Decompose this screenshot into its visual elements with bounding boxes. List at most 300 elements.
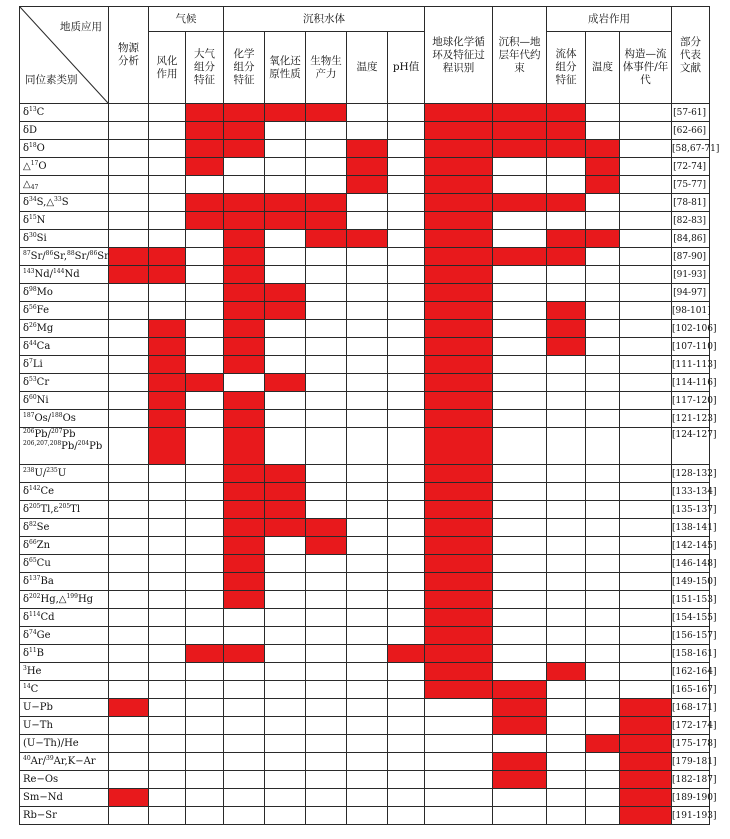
application-mark-filled bbox=[425, 663, 493, 681]
application-mark-empty bbox=[586, 428, 620, 465]
isotope-label: $\triangle_{47}$ bbox=[20, 176, 109, 194]
application-mark-filled bbox=[224, 392, 265, 410]
isotope-label: $^{40}$Ar/$^{39}$Ar,K−Ar bbox=[20, 753, 109, 771]
application-mark-empty bbox=[586, 771, 620, 789]
application-mark-empty bbox=[586, 483, 620, 501]
application-mark-empty bbox=[306, 789, 347, 807]
application-mark-empty bbox=[306, 338, 347, 356]
table-row bbox=[20, 591, 710, 609]
application-mark-filled bbox=[306, 537, 347, 555]
table-row bbox=[20, 789, 710, 807]
application-mark-empty bbox=[265, 609, 306, 627]
header-ph: pH值 bbox=[388, 32, 425, 104]
table-row bbox=[20, 392, 710, 410]
table-row bbox=[20, 320, 710, 338]
application-mark-empty bbox=[149, 465, 186, 483]
application-mark-empty bbox=[347, 789, 388, 807]
application-mark-empty bbox=[265, 699, 306, 717]
application-mark-empty bbox=[306, 771, 347, 789]
application-mark-empty bbox=[149, 158, 186, 176]
application-mark-filled bbox=[425, 284, 493, 302]
application-mark-empty bbox=[265, 356, 306, 374]
application-mark-empty bbox=[388, 248, 425, 266]
application-mark-empty bbox=[347, 104, 388, 122]
application-mark-empty bbox=[224, 753, 265, 771]
application-mark-empty bbox=[149, 663, 186, 681]
application-mark-empty bbox=[306, 573, 347, 591]
application-mark-empty bbox=[620, 122, 672, 140]
table-row bbox=[20, 428, 710, 465]
application-mark-empty bbox=[547, 789, 586, 807]
reference-cell: [57-61] bbox=[672, 104, 710, 122]
application-mark-empty bbox=[224, 789, 265, 807]
application-mark-empty bbox=[109, 428, 149, 465]
application-mark-empty bbox=[388, 753, 425, 771]
application-mark-empty bbox=[425, 717, 493, 735]
reference-cell: [78-81] bbox=[672, 194, 710, 212]
application-mark-filled bbox=[224, 519, 265, 537]
application-mark-empty bbox=[620, 483, 672, 501]
reference-cell: [91-93] bbox=[672, 266, 710, 284]
application-mark-empty bbox=[306, 699, 347, 717]
reference-cell: [154-155] bbox=[672, 609, 710, 627]
application-mark-empty bbox=[620, 501, 672, 519]
application-mark-filled bbox=[620, 753, 672, 771]
application-mark-filled bbox=[586, 140, 620, 158]
application-mark-filled bbox=[186, 194, 224, 212]
application-mark-filled bbox=[425, 356, 493, 374]
application-mark-filled bbox=[425, 537, 493, 555]
application-mark-empty bbox=[547, 428, 586, 465]
reference-cell: [165-167] bbox=[672, 681, 710, 699]
application-mark-filled bbox=[547, 230, 586, 248]
application-mark-empty bbox=[586, 338, 620, 356]
application-mark-empty bbox=[306, 284, 347, 302]
application-mark-empty bbox=[306, 483, 347, 501]
application-mark-empty bbox=[265, 266, 306, 284]
application-mark-filled bbox=[224, 555, 265, 573]
reference-cell: [114-116] bbox=[672, 374, 710, 392]
application-mark-filled bbox=[347, 158, 388, 176]
reference-cell: [182-187] bbox=[672, 771, 710, 789]
application-mark-empty bbox=[388, 302, 425, 320]
application-mark-empty bbox=[347, 681, 388, 699]
application-mark-filled bbox=[224, 537, 265, 555]
application-mark-empty bbox=[224, 176, 265, 194]
application-mark-filled bbox=[425, 392, 493, 410]
application-mark-empty bbox=[388, 663, 425, 681]
application-mark-empty bbox=[109, 807, 149, 825]
application-mark-empty bbox=[620, 537, 672, 555]
application-mark-empty bbox=[388, 230, 425, 248]
isotope-label: $\delta^{15}N$ bbox=[20, 212, 109, 230]
table-row bbox=[20, 681, 710, 699]
application-mark-filled bbox=[224, 465, 265, 483]
application-mark-empty bbox=[493, 266, 547, 284]
application-mark-empty bbox=[586, 374, 620, 392]
application-mark-empty bbox=[493, 789, 547, 807]
application-mark-empty bbox=[547, 356, 586, 374]
header-diagenesis: 成岩作用 bbox=[547, 7, 672, 32]
reference-cell: [121-123] bbox=[672, 410, 710, 428]
application-mark-empty bbox=[149, 789, 186, 807]
application-mark-empty bbox=[265, 392, 306, 410]
application-mark-empty bbox=[425, 807, 493, 825]
application-mark-empty bbox=[347, 717, 388, 735]
application-mark-empty bbox=[586, 266, 620, 284]
application-mark-empty bbox=[388, 158, 425, 176]
application-mark-empty bbox=[388, 212, 425, 230]
application-mark-empty bbox=[547, 392, 586, 410]
application-mark-empty bbox=[109, 104, 149, 122]
application-mark-empty bbox=[493, 320, 547, 338]
application-mark-empty bbox=[586, 302, 620, 320]
header-weathering: 风化作用 bbox=[149, 32, 186, 104]
application-mark-empty bbox=[493, 501, 547, 519]
application-mark-filled bbox=[493, 140, 547, 158]
application-mark-empty bbox=[347, 410, 388, 428]
application-mark-empty bbox=[109, 212, 149, 230]
application-mark-empty bbox=[547, 699, 586, 717]
application-mark-filled bbox=[224, 338, 265, 356]
application-mark-empty bbox=[347, 320, 388, 338]
isotope-label: $^{206}$Pb/$^{207}$Pb $^{206,207,208}$Pb/$^{204}$Pb bbox=[20, 428, 109, 465]
isotope-label: δD bbox=[20, 122, 109, 140]
application-mark-empty bbox=[149, 717, 186, 735]
application-mark-empty bbox=[388, 519, 425, 537]
table-row bbox=[20, 158, 710, 176]
application-mark-empty bbox=[620, 230, 672, 248]
application-mark-empty bbox=[186, 555, 224, 573]
isotope-label: $\delta^7Li$ bbox=[20, 356, 109, 374]
application-mark-filled bbox=[425, 681, 493, 699]
header-tectonic-fluid: 构造—流体事件/年代 bbox=[620, 32, 672, 104]
application-mark-filled bbox=[425, 555, 493, 573]
application-mark-empty bbox=[547, 465, 586, 483]
application-mark-empty bbox=[388, 338, 425, 356]
isotope-label: $\delta^{34}S,\triangle^{33}S$ bbox=[20, 194, 109, 212]
table-row bbox=[20, 501, 710, 519]
isotope-label: $^3$He bbox=[20, 663, 109, 681]
application-mark-filled bbox=[493, 771, 547, 789]
application-mark-empty bbox=[388, 320, 425, 338]
application-mark-empty bbox=[265, 248, 306, 266]
application-mark-empty bbox=[109, 194, 149, 212]
application-mark-empty bbox=[547, 212, 586, 230]
application-mark-empty bbox=[265, 320, 306, 338]
application-mark-filled bbox=[224, 573, 265, 591]
header-geochem-cycle: 地球化学循环及特征过程识别 bbox=[425, 7, 493, 104]
application-mark-filled bbox=[186, 374, 224, 392]
application-mark-empty bbox=[547, 717, 586, 735]
application-mark-filled bbox=[109, 266, 149, 284]
application-mark-empty bbox=[186, 410, 224, 428]
application-mark-empty bbox=[347, 356, 388, 374]
application-mark-empty bbox=[586, 753, 620, 771]
reference-cell: [117-120] bbox=[672, 392, 710, 410]
application-mark-empty bbox=[109, 717, 149, 735]
application-mark-filled bbox=[149, 338, 186, 356]
application-mark-empty bbox=[109, 356, 149, 374]
reference-cell: [75-77] bbox=[672, 176, 710, 194]
application-mark-filled bbox=[425, 302, 493, 320]
application-mark-empty bbox=[306, 158, 347, 176]
application-mark-empty bbox=[149, 176, 186, 194]
table-row bbox=[20, 663, 710, 681]
application-mark-empty bbox=[149, 609, 186, 627]
table-row bbox=[20, 753, 710, 771]
application-mark-empty bbox=[109, 609, 149, 627]
application-mark-empty bbox=[493, 663, 547, 681]
reference-cell: [158-161] bbox=[672, 645, 710, 663]
application-mark-empty bbox=[109, 663, 149, 681]
table-row bbox=[20, 356, 710, 374]
application-mark-empty bbox=[347, 392, 388, 410]
reference-cell: [138-141] bbox=[672, 519, 710, 537]
application-mark-empty bbox=[186, 501, 224, 519]
application-mark-filled bbox=[620, 735, 672, 753]
application-mark-filled bbox=[547, 320, 586, 338]
application-mark-empty bbox=[149, 807, 186, 825]
application-mark-filled bbox=[425, 230, 493, 248]
application-mark-empty bbox=[547, 753, 586, 771]
application-mark-empty bbox=[493, 573, 547, 591]
application-mark-filled bbox=[186, 212, 224, 230]
application-mark-empty bbox=[347, 537, 388, 555]
application-mark-empty bbox=[306, 681, 347, 699]
application-mark-empty bbox=[224, 681, 265, 699]
application-mark-empty bbox=[186, 681, 224, 699]
isotope-label: $\delta^{11}B$ bbox=[20, 645, 109, 663]
application-mark-empty bbox=[388, 627, 425, 645]
application-mark-empty bbox=[347, 483, 388, 501]
application-mark-empty bbox=[186, 392, 224, 410]
application-mark-empty bbox=[388, 537, 425, 555]
application-mark-empty bbox=[388, 699, 425, 717]
application-mark-empty bbox=[347, 753, 388, 771]
application-mark-empty bbox=[109, 392, 149, 410]
application-mark-empty bbox=[347, 501, 388, 519]
application-mark-filled bbox=[224, 104, 265, 122]
application-mark-empty bbox=[620, 140, 672, 158]
application-mark-empty bbox=[425, 735, 493, 753]
application-mark-filled bbox=[425, 410, 493, 428]
application-mark-empty bbox=[186, 609, 224, 627]
application-mark-filled bbox=[493, 122, 547, 140]
application-mark-empty bbox=[493, 645, 547, 663]
application-mark-empty bbox=[586, 681, 620, 699]
application-mark-empty bbox=[109, 410, 149, 428]
application-mark-empty bbox=[620, 591, 672, 609]
application-mark-empty bbox=[149, 735, 186, 753]
application-mark-empty bbox=[109, 555, 149, 573]
header-atmosphere: 大气组分特征 bbox=[186, 32, 224, 104]
application-mark-empty bbox=[109, 573, 149, 591]
application-mark-filled bbox=[224, 212, 265, 230]
application-mark-filled bbox=[586, 176, 620, 194]
reference-cell: [189-190] bbox=[672, 789, 710, 807]
application-mark-empty bbox=[109, 158, 149, 176]
application-mark-empty bbox=[388, 573, 425, 591]
isotope-label: $\delta^{18}O$ bbox=[20, 140, 109, 158]
isotope-label: $\delta^{202}Hg,\triangle^{199}Hg$ bbox=[20, 591, 109, 609]
application-mark-filled bbox=[149, 248, 186, 266]
application-mark-empty bbox=[388, 392, 425, 410]
application-mark-empty bbox=[109, 501, 149, 519]
application-mark-empty bbox=[265, 230, 306, 248]
application-mark-empty bbox=[306, 392, 347, 410]
table-row bbox=[20, 483, 710, 501]
application-mark-empty bbox=[493, 555, 547, 573]
application-mark-empty bbox=[388, 591, 425, 609]
application-mark-empty bbox=[149, 645, 186, 663]
application-mark-empty bbox=[347, 645, 388, 663]
isotope-label: $\delta^{98}Mo$ bbox=[20, 284, 109, 302]
application-mark-empty bbox=[620, 284, 672, 302]
application-mark-empty bbox=[620, 465, 672, 483]
application-mark-filled bbox=[265, 302, 306, 320]
application-mark-filled bbox=[425, 212, 493, 230]
application-mark-filled bbox=[620, 717, 672, 735]
application-mark-empty bbox=[224, 699, 265, 717]
application-mark-empty bbox=[149, 302, 186, 320]
application-mark-empty bbox=[425, 753, 493, 771]
application-mark-empty bbox=[547, 609, 586, 627]
application-mark-empty bbox=[620, 410, 672, 428]
application-mark-filled bbox=[265, 212, 306, 230]
application-mark-empty bbox=[265, 717, 306, 735]
application-mark-empty bbox=[224, 663, 265, 681]
reference-cell: [156-157] bbox=[672, 627, 710, 645]
application-mark-empty bbox=[586, 248, 620, 266]
application-mark-empty bbox=[186, 483, 224, 501]
application-mark-filled bbox=[347, 176, 388, 194]
application-mark-empty bbox=[347, 465, 388, 483]
application-mark-empty bbox=[306, 320, 347, 338]
application-mark-empty bbox=[547, 681, 586, 699]
application-mark-empty bbox=[149, 501, 186, 519]
application-mark-filled bbox=[265, 465, 306, 483]
application-mark-empty bbox=[586, 284, 620, 302]
application-mark-empty bbox=[493, 158, 547, 176]
application-mark-empty bbox=[388, 410, 425, 428]
application-mark-filled bbox=[224, 356, 265, 374]
application-mark-empty bbox=[186, 248, 224, 266]
application-mark-empty bbox=[586, 356, 620, 374]
application-mark-empty bbox=[109, 771, 149, 789]
application-mark-empty bbox=[547, 483, 586, 501]
application-mark-empty bbox=[388, 104, 425, 122]
application-mark-empty bbox=[265, 176, 306, 194]
application-mark-filled bbox=[425, 465, 493, 483]
application-mark-empty bbox=[586, 392, 620, 410]
application-mark-empty bbox=[306, 717, 347, 735]
application-mark-empty bbox=[388, 374, 425, 392]
application-mark-empty bbox=[186, 699, 224, 717]
application-mark-empty bbox=[109, 591, 149, 609]
application-mark-empty bbox=[265, 122, 306, 140]
application-mark-empty bbox=[224, 717, 265, 735]
application-mark-empty bbox=[547, 555, 586, 573]
table-row bbox=[20, 302, 710, 320]
application-mark-empty bbox=[388, 356, 425, 374]
application-mark-filled bbox=[224, 645, 265, 663]
application-mark-empty bbox=[149, 194, 186, 212]
application-mark-empty bbox=[493, 609, 547, 627]
application-mark-filled bbox=[620, 789, 672, 807]
application-mark-filled bbox=[620, 807, 672, 825]
application-mark-empty bbox=[186, 717, 224, 735]
header-chem-comp: 化学组分特征 bbox=[224, 32, 265, 104]
application-mark-filled bbox=[224, 428, 265, 465]
application-mark-filled bbox=[224, 410, 265, 428]
application-mark-empty bbox=[493, 519, 547, 537]
application-mark-empty bbox=[347, 519, 388, 537]
application-mark-empty bbox=[493, 338, 547, 356]
application-mark-filled bbox=[265, 519, 306, 537]
application-mark-empty bbox=[586, 501, 620, 519]
header-water-temperature: 温度 bbox=[347, 32, 388, 104]
application-mark-empty bbox=[388, 717, 425, 735]
application-mark-empty bbox=[347, 609, 388, 627]
application-mark-empty bbox=[186, 663, 224, 681]
application-mark-filled bbox=[493, 681, 547, 699]
application-mark-empty bbox=[547, 807, 586, 825]
application-mark-empty bbox=[306, 555, 347, 573]
application-mark-empty bbox=[586, 591, 620, 609]
reference-cell: [175-178] bbox=[672, 735, 710, 753]
header-redox: 氧化还原性质 bbox=[265, 32, 306, 104]
application-mark-empty bbox=[149, 140, 186, 158]
table-row bbox=[20, 212, 710, 230]
application-mark-empty bbox=[388, 555, 425, 573]
application-mark-empty bbox=[547, 537, 586, 555]
application-mark-empty bbox=[586, 645, 620, 663]
application-mark-filled bbox=[425, 573, 493, 591]
corner-top-label: 地质应用 bbox=[60, 21, 102, 33]
application-mark-empty bbox=[493, 176, 547, 194]
application-mark-empty bbox=[347, 573, 388, 591]
application-mark-empty bbox=[586, 699, 620, 717]
application-mark-filled bbox=[265, 284, 306, 302]
table-row bbox=[20, 735, 710, 753]
isotope-label: Rb−Sr bbox=[20, 807, 109, 825]
application-mark-empty bbox=[547, 266, 586, 284]
application-mark-empty bbox=[224, 807, 265, 825]
application-mark-filled bbox=[547, 140, 586, 158]
application-mark-empty bbox=[347, 591, 388, 609]
application-mark-empty bbox=[620, 681, 672, 699]
application-mark-empty bbox=[265, 338, 306, 356]
application-mark-filled bbox=[425, 158, 493, 176]
reference-cell: [151-153] bbox=[672, 591, 710, 609]
application-mark-empty bbox=[186, 807, 224, 825]
application-mark-empty bbox=[186, 176, 224, 194]
application-mark-filled bbox=[186, 104, 224, 122]
application-mark-filled bbox=[149, 266, 186, 284]
application-mark-empty bbox=[493, 374, 547, 392]
application-mark-empty bbox=[109, 465, 149, 483]
table-row bbox=[20, 230, 710, 248]
reference-cell: [168-171] bbox=[672, 699, 710, 717]
application-mark-empty bbox=[149, 284, 186, 302]
application-mark-empty bbox=[109, 176, 149, 194]
application-mark-filled bbox=[265, 374, 306, 392]
application-mark-filled bbox=[425, 122, 493, 140]
application-mark-filled bbox=[547, 248, 586, 266]
application-mark-empty bbox=[493, 465, 547, 483]
application-mark-empty bbox=[306, 645, 347, 663]
